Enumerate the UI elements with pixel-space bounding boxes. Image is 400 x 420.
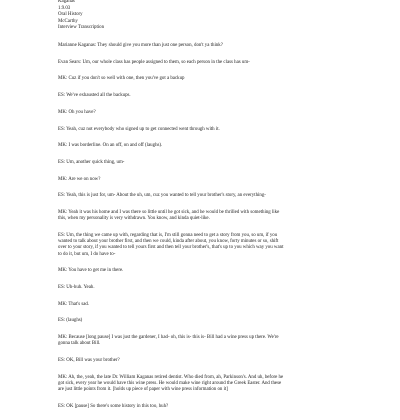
transcript-line: ES: OK [pause] So there's some history in this too, huh? — [58, 403, 169, 409]
transcript-line: MK: You have to get me in there. — [58, 268, 124, 274]
transcript-line: got sick, every year he would have this wine press. He would make wine right around the Greek Easter. And these — [58, 380, 282, 386]
transcript-line: MK: Are we on now? — [58, 176, 101, 182]
transcript-line: this, when my personality is very withdrawn. You know, and kinda quiet-like. — [58, 216, 210, 222]
transcript-line: MK: Cuz if you don't so well with one, then you've got a backup — [58, 76, 185, 82]
transcript-line: gonna talk about Bill. — [58, 341, 101, 347]
transcript-paragraph — [58, 285, 348, 291]
header-doc-type: Interview Transcription — [58, 25, 105, 30]
transcript-line: MK: Because [long pause] I was just the gardener, I had- oh, this is- this is- Bill had a wine press up there. We're — [58, 335, 279, 341]
transcript-paragraph — [58, 375, 348, 394]
transcript-paragraph — [58, 318, 348, 324]
transcript-line: MK: I was borderline. On an off, on and off (laughs). — [58, 143, 163, 149]
transcript-line: wanted to talk about your brother first, and then we could, kinda after about, you know, forty minutes or so, shift — [58, 239, 279, 245]
transcript-paragraph — [58, 93, 348, 99]
transcript-line: ES: (laughs) — [58, 318, 83, 324]
transcript-paragraph — [58, 268, 348, 274]
header-project: Oral History — [58, 12, 83, 17]
transcript-line: are just little points from it. [holds up piece of paper with wine press information on it] — [58, 387, 228, 393]
transcript-line: ES: Um, another quick thing, um- — [58, 159, 125, 165]
header-name: Kaganas — [58, 0, 75, 4]
header-date: 1.9.03 — [58, 5, 71, 11]
transcript-line: Evan Sears: Um, our whole class has people assigned to them, so each person in the class has um- — [58, 59, 250, 65]
transcript-paragraph — [58, 110, 348, 116]
transcript-body — [58, 43, 348, 420]
transcript-line: ES: Uh-huh. Yeah. — [58, 284, 95, 290]
transcript-paragraph — [58, 193, 348, 199]
transcript-paragraph — [58, 76, 348, 82]
document-header — [58, 0, 258, 32]
transcript-paragraph — [58, 302, 348, 308]
transcript-line: over to your story, if you wanted to tell yours first and then tell your brother's, that's up to you which way you want — [58, 245, 284, 251]
transcript-paragraph — [58, 233, 348, 258]
transcript-paragraph — [58, 60, 348, 66]
transcript-paragraph — [58, 127, 348, 133]
transcript-paragraph — [58, 358, 348, 364]
transcript-line: to do it, but um, I do have to- — [58, 251, 116, 257]
transcript-line: MK: Yeah it was his home and I was there so little until he got sick, and he would be thrilled with something like — [58, 210, 280, 216]
transcript-line: MK: That's sad. — [58, 301, 90, 307]
transcript-paragraph — [58, 43, 348, 49]
transcript-line: ES: Yeah, cuz not everybody who signed up to get connected went through with it. — [58, 126, 220, 132]
transcript-line: ES: Yeah, this is just for, um- About the uh, um, cuz you wanted to tell your brother's story, an everything- — [58, 193, 266, 199]
transcript-paragraph — [58, 210, 348, 222]
transcript-paragraph — [58, 143, 348, 149]
transcript-paragraph — [58, 404, 348, 410]
transcript-line: ES: We've exhausted all the backups. — [58, 93, 131, 99]
transcript-line: ES: Um, the thing we came up with, regarding that is, I'm still gonna need to get a story from you, so um, if you — [58, 232, 278, 238]
transcript-line: ES: OK, Bill was your brother? — [58, 357, 120, 363]
transcript-line: MK: Oh you have? — [58, 109, 96, 115]
transcript-paragraph — [58, 335, 348, 347]
transcript-paragraph — [58, 160, 348, 166]
transcript-paragraph — [58, 177, 348, 183]
header-interviewer: McCarthy — [58, 18, 78, 24]
transcript-line: Marianne Kaganas: They should give you more than just one person, don't ya think? — [58, 43, 223, 48]
transcript-line: MK: Ah, the, yeah, the late Dr. William Kaganas retired dentist. Who died from, ah, Parkinson's. And uh, before he — [58, 374, 284, 380]
